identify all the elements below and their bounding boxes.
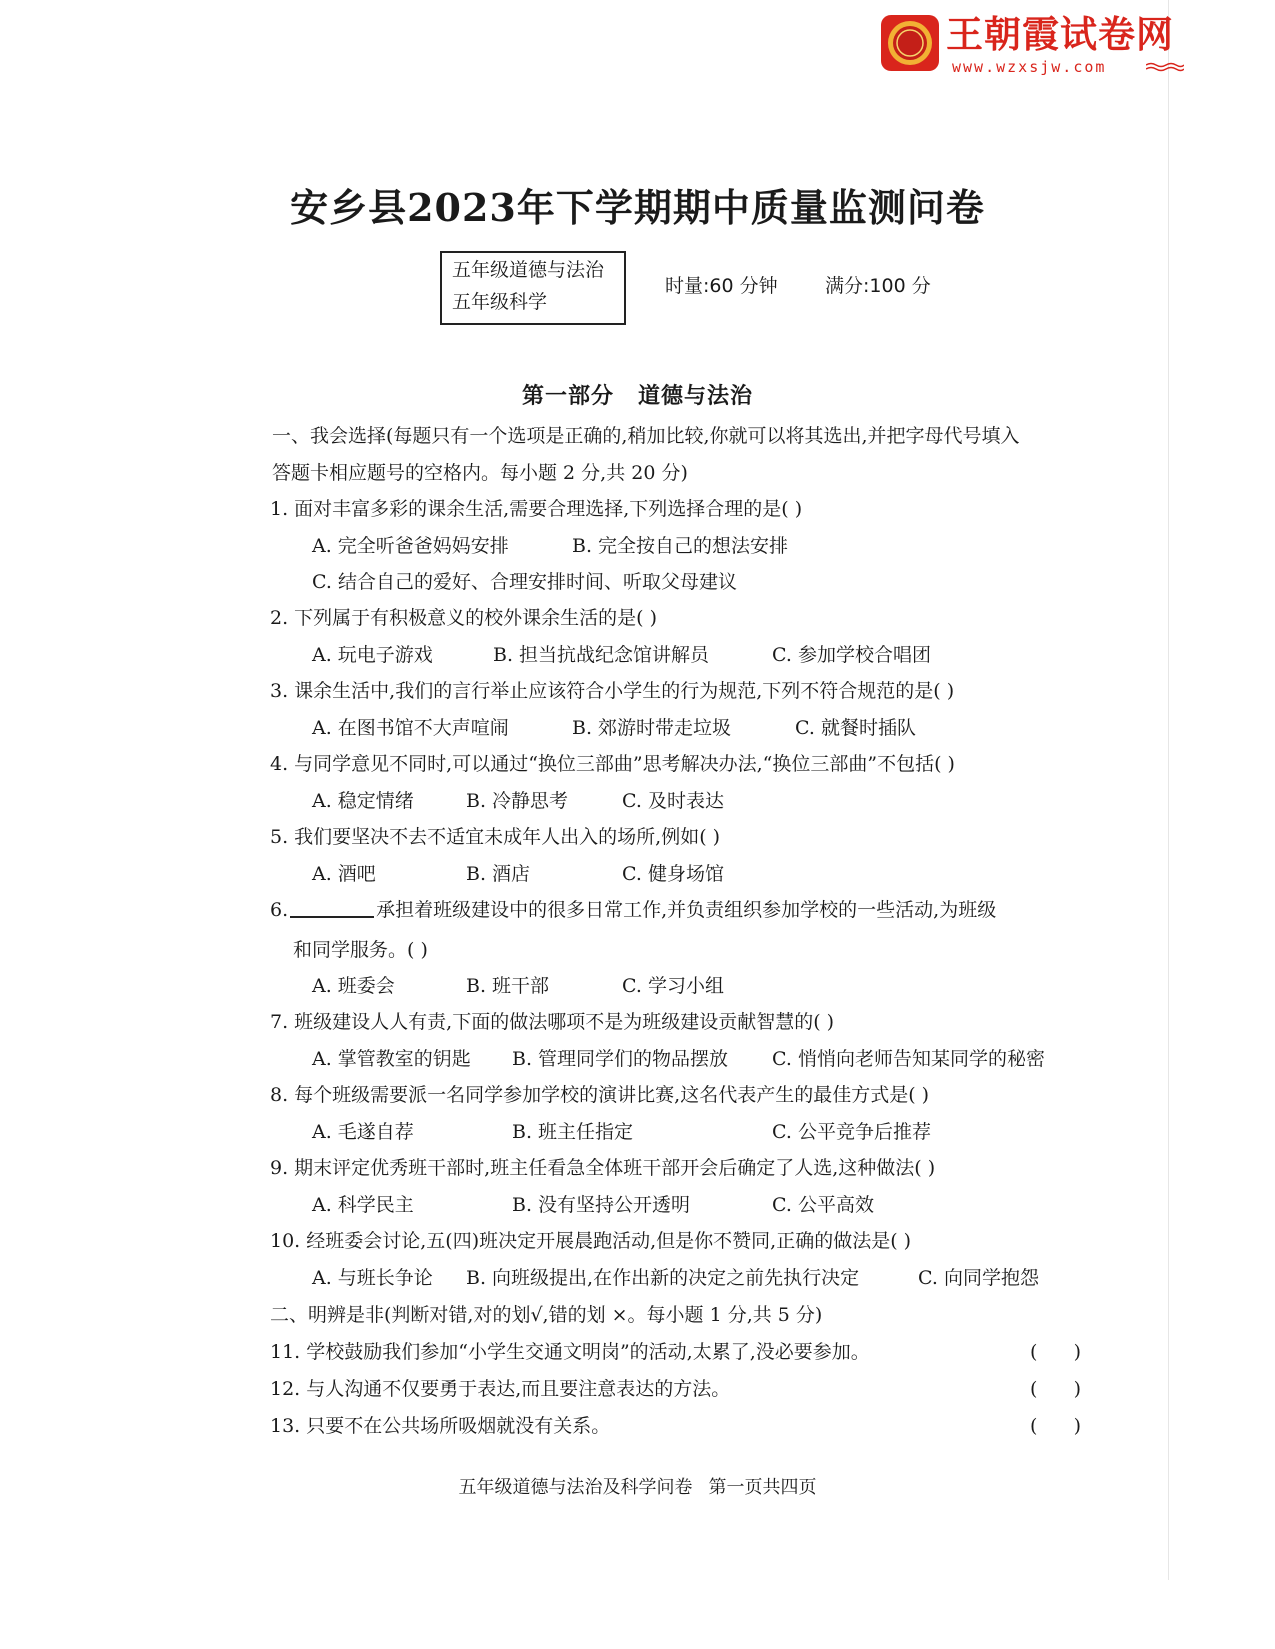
- part-label: 第一部分: [521, 384, 614, 409]
- question-4-stem: 4. 与同学意见不同时,可以通过“换位三部曲”思考解决办法,“换位三部曲”不包括( ): [270, 753, 955, 775]
- q4-option-a: A. 稳定情绪: [312, 790, 414, 812]
- page-footer: [0, 1474, 1275, 1502]
- answer-paren-12: ( ): [1030, 1378, 1082, 1400]
- q1-option-a: A. 完全听爸爸妈妈安排: [312, 535, 509, 557]
- subject-science: 五年级科学: [452, 291, 548, 313]
- q10-option-b: B. 向班级提出,在作出新的决定之前先执行决定: [466, 1267, 860, 1289]
- q2-option-a: A. 玩电子游戏: [312, 644, 433, 666]
- q9-option-c: C. 公平高效: [772, 1194, 874, 1216]
- answer-paren-13: ( ): [1030, 1415, 1082, 1437]
- subject-box: [440, 251, 626, 325]
- q3-option-c: C. 就餐时插队: [795, 717, 916, 739]
- q5-option-c: C. 健身场馆: [622, 863, 724, 885]
- q10-option-a: A. 与班长争论: [312, 1267, 433, 1289]
- q6-option-b: B. 班干部: [466, 975, 550, 997]
- question-10-stem: 10. 经班委会讨论,五(四)班决定开展晨跑活动,但是你不赞同,正确的做法是( ): [270, 1230, 912, 1252]
- q2-option-c: C. 参加学校合唱团: [772, 644, 931, 666]
- q2-option-b: B. 担当抗战纪念馆讲解员: [493, 644, 710, 666]
- subject-morality: 五年级道德与法治: [452, 259, 605, 281]
- judge-item-12: 12. 与人沟通不仅要勇于表达,而且要注意表达的方法。: [270, 1378, 731, 1400]
- q8-option-a: A. 毛遂自荐: [312, 1121, 414, 1143]
- q10-option-c: C. 向同学抱怨: [918, 1267, 1039, 1289]
- q7-option-c: C. 悄悄向老师告知某同学的秘密: [772, 1048, 1045, 1070]
- question-9-stem: 9. 期末评定优秀班干部时,班主任看急全体班干部开会后确定了人选,这种做法( ): [270, 1157, 936, 1179]
- judge-item-11: 11. 学校鼓励我们参加“小学生交通文明岗”的活动,太累了,没必要参加。: [270, 1341, 870, 1363]
- q7-option-b: B. 管理同学们的物品摆放: [512, 1048, 729, 1070]
- q9-option-a: A. 科学民主: [312, 1194, 414, 1216]
- q5-option-b: B. 酒店: [466, 863, 531, 885]
- page-edge-line: [1168, 0, 1169, 1580]
- part-heading: [0, 382, 1275, 412]
- q9-option-b: B. 没有坚持公开透明: [512, 1194, 691, 1216]
- question-2-stem: 2. 下列属于有积极意义的校外课余生活的是( ): [270, 607, 658, 629]
- part-subject: 道德与法治: [638, 384, 754, 409]
- seal-icon: [880, 14, 940, 72]
- section1-instruction-2: 答题卡相应题号的空格内。每小题 2 分,共 20 分): [272, 462, 688, 484]
- page-number: 第一页共四页: [708, 1477, 817, 1498]
- question-1-stem: 1. 面对丰富多彩的课余生活,需要合理选择,下列选择合理的是( ): [270, 498, 803, 520]
- site-logo: [880, 12, 1210, 74]
- q3-option-a: A. 在图书馆不大声喧闹: [312, 717, 509, 739]
- full-score: 满分:100 分: [825, 275, 931, 297]
- q7-option-a: A. 掌管教室的钥匙: [312, 1048, 471, 1070]
- q6-option-a: A. 班委会: [312, 975, 395, 997]
- q6-option-c: C. 学习小组: [622, 975, 724, 997]
- q4-option-b: B. 冷静思考: [466, 790, 569, 812]
- section2-instruction: 二、明辨是非(判断对错,对的划√,错的划 ×。每小题 1 分,共 5 分): [270, 1304, 823, 1326]
- site-url: www.wzxsjw.com: [952, 58, 1107, 76]
- q4-option-c: C. 及时表达: [622, 790, 724, 812]
- section1-instruction-1: 一、我会选择(每题只有一个选项是正确的,稍加比较,你就可以将其选出,并把字母代号填入: [272, 425, 1020, 447]
- q3-option-b: B. 郊游时带走垃圾: [572, 717, 732, 739]
- q8-option-c: C. 公平竞争后推荐: [772, 1121, 931, 1143]
- q1-option-b: B. 完全按自己的想法安排: [572, 535, 789, 557]
- q1-option-c: C. 结合自己的爱好、合理安排时间、听取父母建议: [312, 571, 737, 593]
- exam-title: 安乡县2023年下学期期中质量监测问卷: [290, 185, 985, 230]
- q5-option-a: A. 酒吧: [312, 863, 376, 885]
- question-3-stem: 3. 课余生活中,我们的言行举止应该符合小学生的行为规范,下列不符合规范的是( ): [270, 680, 955, 702]
- question-6-text: 承担着班级建设中的很多日常工作,并负责组织参加学校的一些活动,为班级: [376, 899, 997, 921]
- question-7-stem: 7. 班级建设人人有责,下面的做法哪项不是为班级建设贡献智慧的( ): [270, 1011, 835, 1033]
- footer-title: 五年级道德与法治及科学问卷: [458, 1477, 693, 1498]
- judge-item-13: 13. 只要不在公共场所吸烟就没有关系。: [270, 1415, 611, 1437]
- question-8-stem: 8. 每个班级需要派一名同学参加学校的演讲比赛,这名代表产生的最佳方式是( ): [270, 1084, 930, 1106]
- answer-paren-11: ( ): [1030, 1341, 1082, 1363]
- question-6-number: 6.: [270, 899, 289, 921]
- question-5-stem: 5. 我们要坚决不去不适宜未成年人出入的场所,例如( ): [270, 826, 721, 848]
- exam-duration: 时量:60 分钟: [665, 275, 778, 297]
- question-6-stem-line2: 和同学服务。( ): [293, 939, 428, 961]
- fill-blank: [290, 896, 374, 918]
- site-title: 王朝霞试卷网: [946, 13, 1174, 56]
- question-6-stem: [270, 894, 996, 926]
- wave-icon: [1146, 62, 1184, 72]
- q8-option-b: B. 班主任指定: [512, 1121, 634, 1143]
